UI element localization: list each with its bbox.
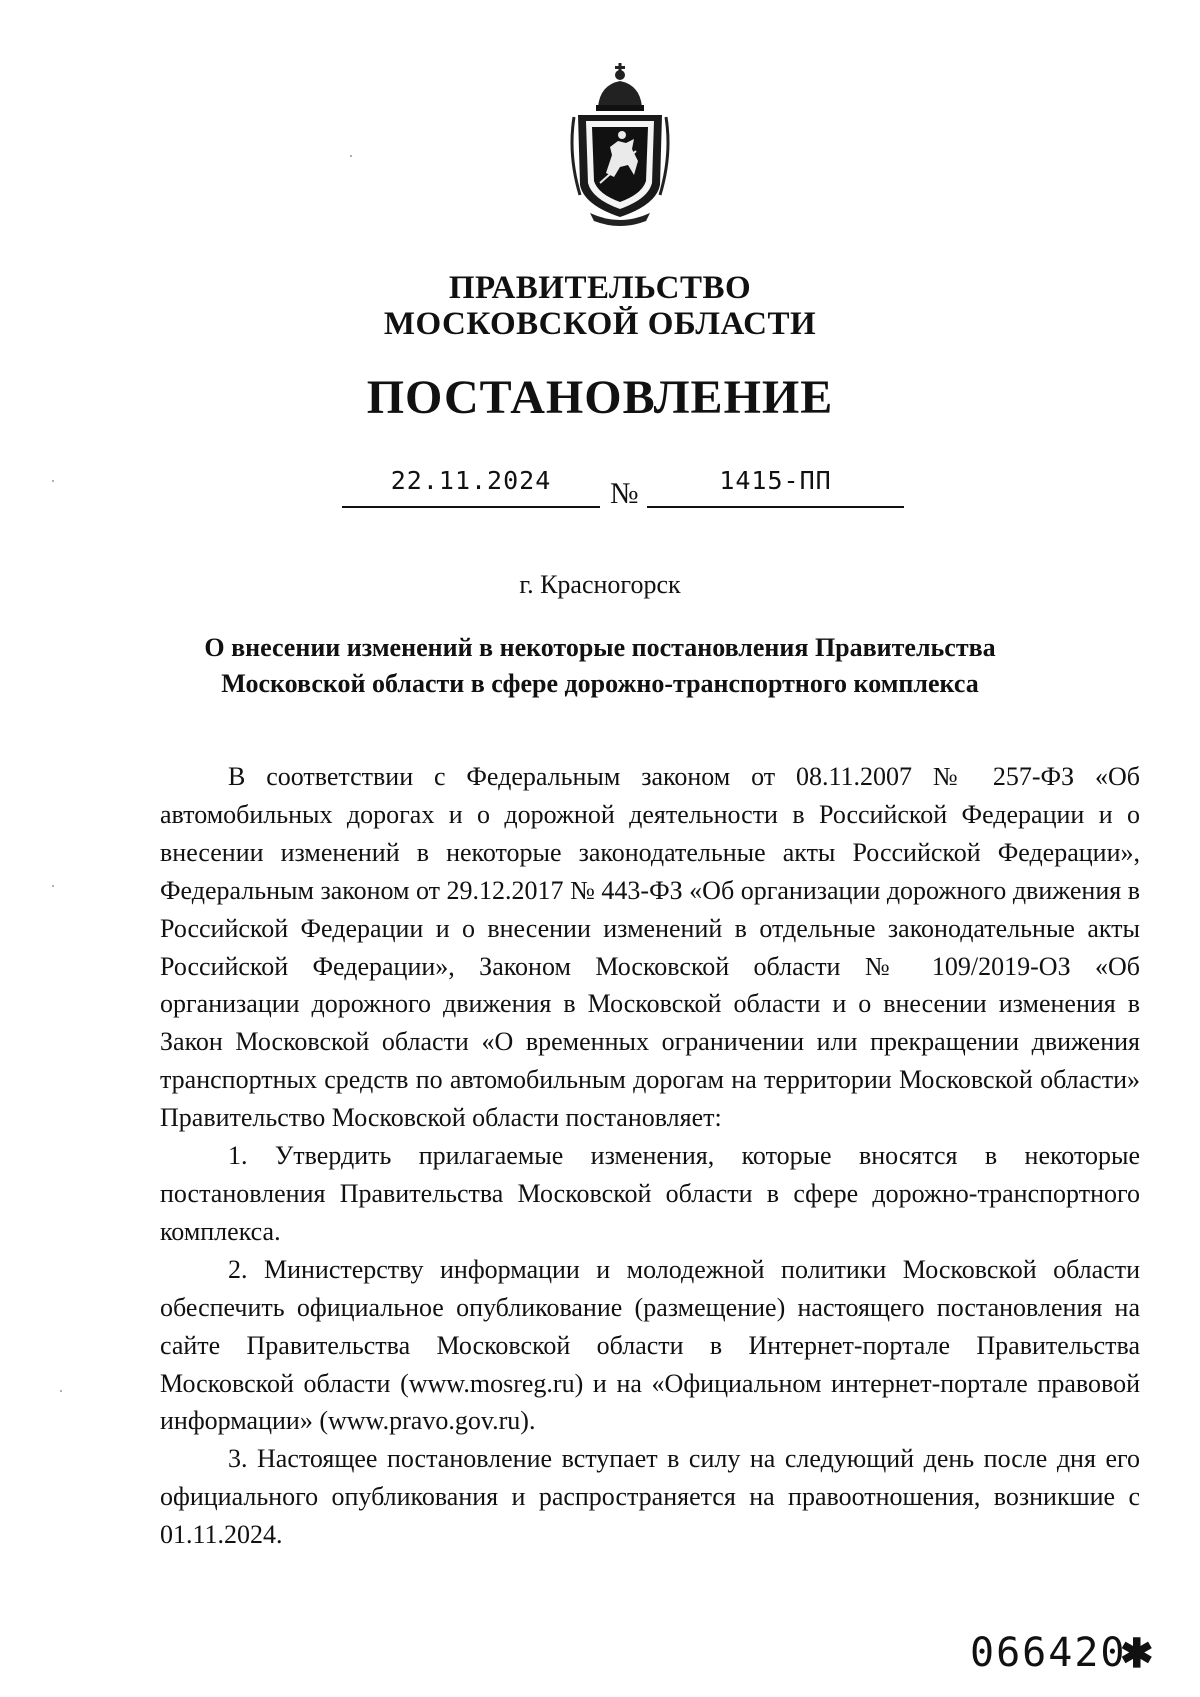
scan-speck [60,1390,62,1392]
coat-of-arms-icon [560,55,680,230]
document-city: г. Красногорск [519,570,681,599]
document-date-field: 22.11.2024 [342,466,600,508]
scan-speck [52,480,54,482]
government-title-line2: МОСКОВСКОЙ ОБЛАСТИ [383,306,817,342]
document-body [160,758,1140,1554]
body-item-2: 2. Министерству информации и молодежной политики Московской области обеспечить официальное опубликование (размещение) настоящего постановления на сайте Правительства Московской области в Интернет-портале Правительства Московской области (www.mosreg.ru) и на «Официальном интернет-портале правовой информации» (www.pravo.gov.ru). [160,1254,1140,1436]
body-item-1: 1. Утвердить прилагаемые изменения, которые вносятся в некоторые постановления Правительства Московской области в сфере дорожно-транспортного комплекса. [160,1141,1140,1246]
document-type-title: ПОСТАНОВЛЕНИЕ [366,371,834,424]
scan-speck [52,885,54,887]
government-title-line1: ПРАВИТЕЛЬСТВО [448,270,752,306]
subject-line2: Московской области в сфере дорожно-транспортного комплекса [221,669,979,698]
asterisk-mark: ✱ [1120,1631,1154,1676]
serial-number: 066420 [970,1630,1127,1676]
document-number-field: 1415-ПП [647,466,904,508]
document-subject [120,630,1080,702]
number-sign: № [610,477,639,510]
scan-speck [350,155,352,157]
body-preamble: В соответствии с Федеральным законом от 08.11.2007 № 257-ФЗ «Об автомобильных дорогах и о дорожной деятельности в Российской Федерации и о внесении изменений в некоторые законодательные акты Российской Федерации», Федеральным законом от 29.12.2017 № 443-ФЗ «Об организации дорожного движения в Российской Федерации и о внесении изменений в отдельные законодательные акты Российской Федерации», Законом Московской области № 109/2019-ОЗ «Об организации дорожного движения в Московской области и о внесении изменения в Закон Московской области «О временных ограничении или прекращении движения транспортных средств по автомобильным дорогам на территории Московской области» Правительство Московской области постановляет: [160,762,1140,1133]
body-item-3: 3. Настоящее постановление вступает в силу на следующий день после дня его официального опубликования и распространяется на правоотношения, возникшие с 01.11.2024. [160,1444,1140,1550]
subject-line1: О внесении изменений в некоторые постановления Правительства [204,633,996,662]
